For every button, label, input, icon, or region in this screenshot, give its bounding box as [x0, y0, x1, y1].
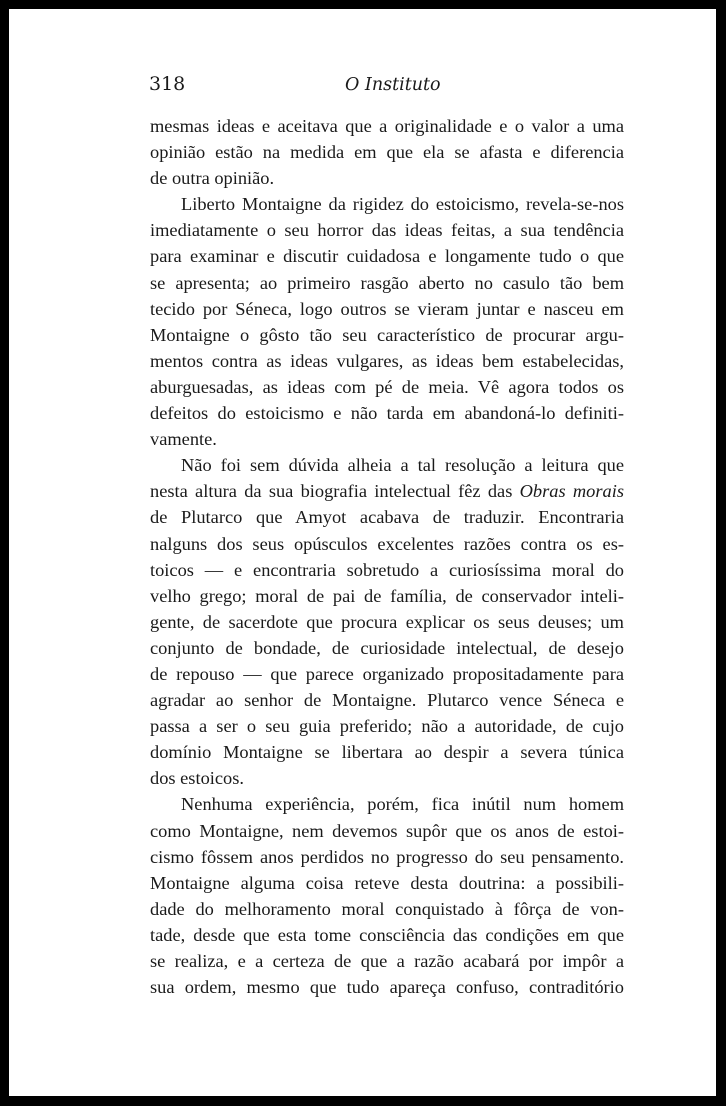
- text-line: tecido por Séneca, logo outros se vieram juntar e nasceu em: [150, 298, 624, 319]
- text-line: como Montaigne, nem devemos supôr que os anos de estoi-: [150, 820, 624, 841]
- journal-title: O Instituto: [345, 75, 441, 95]
- paragraph-4: [150, 791, 624, 1000]
- text-line: de repouso — que parece organizado propositadamente para: [150, 663, 624, 684]
- text-line: toicos — e encontraria sobretudo a curiosíssima moral do: [150, 559, 624, 580]
- text-line: Nenhuma experiência, porém, fica inútil num homem: [181, 794, 624, 815]
- italic-book-title: Obras morais: [519, 481, 624, 502]
- text-line: cismo fôssem anos perdidos no progresso do seu pensamento.: [150, 846, 624, 867]
- text-line: gente, de sacerdote que procura explicar os seus deuses; um: [150, 611, 624, 632]
- text-line: se realiza, e a certeza de que a razão acabará por impôr a: [150, 951, 624, 971]
- text-line: imediatamente o seu horror das ideas feitas, a sua tendência: [150, 220, 624, 241]
- text-line: de outra opinião.: [150, 168, 275, 189]
- text-line: defeitos do estoicismo e não tarda em abandoná-lo definiti-: [150, 403, 624, 424]
- text-line: agradar ao senhor de Montaigne. Plutarco vence Séneca e: [150, 690, 624, 711]
- text-line: [150, 478, 624, 504]
- text-line: sua ordem, mesmo que tudo apareça confuso, contraditório: [150, 977, 624, 998]
- running-head: [9, 73, 716, 103]
- text-line: passa a ser o seu guia preferido; não a autoridade, de cujo: [150, 716, 624, 737]
- text-line: Não foi sem dúvida alheia a tal resolução a leitura que: [181, 455, 624, 476]
- page-number: 318: [149, 73, 186, 95]
- text-line: vamente.: [150, 429, 217, 450]
- body-text: [150, 113, 624, 1000]
- text-line: Montaigne alguma coisa reteve desta doutrina: a possibili-: [150, 872, 624, 893]
- text-line: velho grego; moral de pai de família, de conservador inteli-: [150, 585, 624, 606]
- text-line: de Plutarco que Amyot acabava de traduzir. Encontraria: [150, 507, 624, 528]
- text-line: se apresenta; ao primeiro rasgão aberto no casulo tão bem: [150, 272, 624, 293]
- text-line: nalguns dos seus opúsculos excelentes razões contra os es-: [150, 533, 624, 554]
- text-line-start: nesta altura da sua biografia intelectual fêz das: [150, 481, 513, 502]
- text-line: opinião estão na medida em que ela se afasta e diferencia: [150, 142, 624, 163]
- paragraph-1: [150, 113, 624, 191]
- text-line: tade, desde que esta tome consciência das condições em que: [150, 924, 624, 945]
- text-line: aburguesadas, as ideas com pé de meia. Vê agora todos os: [150, 376, 624, 397]
- paragraph-3: [150, 452, 624, 791]
- text-line: para examinar e discutir cuidadosa e longamente tudo o que: [150, 246, 624, 267]
- text-line: Montaigne o gôsto tão seu característico de procurar argu-: [150, 324, 624, 345]
- text-line: dade do melhoramento moral conquistado à fôrça de von-: [150, 898, 624, 919]
- paragraph-2: [150, 191, 624, 452]
- text-line: dos estoicos.: [150, 768, 244, 789]
- text-line: mentos contra as ideas vulgares, as ideas bem estabelecidas,: [150, 350, 624, 371]
- text-line: conjunto de bondade, de curiosidade intelectual, de desejo: [150, 637, 624, 658]
- text-line: mesmas ideas e aceitava que a originalidade e o valor a uma: [150, 116, 624, 136]
- text-line: Liberto Montaigne da rigidez do estoicismo, revela-se-nos: [181, 194, 624, 215]
- text-line: domínio Montaigne se libertara ao despir a severa túnica: [150, 742, 624, 763]
- book-page: [9, 9, 716, 1096]
